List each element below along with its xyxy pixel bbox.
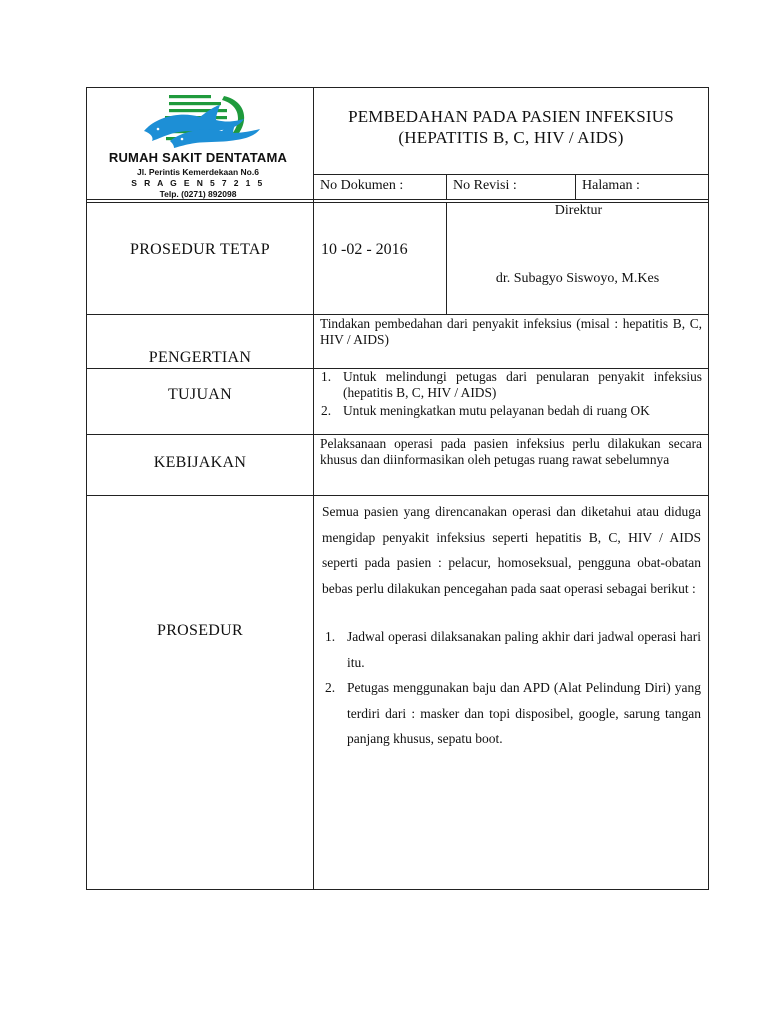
doc-info-divider-1: [446, 174, 447, 200]
row-divider-prosedur: [86, 495, 709, 496]
row-divider-kebijakan: [86, 434, 709, 435]
doc-info-divider-2: [575, 174, 576, 200]
list-item: [318, 403, 702, 419]
list-text: Untuk meningkatkan mutu pelayanan bedah di ruang OK: [343, 403, 650, 418]
title-line-1: PEMBEDAHAN PADA PASIEN INFEKSIUS: [348, 107, 674, 126]
pengertian-label: PENGERTIAN: [148, 349, 252, 366]
list-number: 1.: [325, 629, 336, 644]
list-number: 2.: [321, 403, 332, 418]
hospital-name: RUMAH SAKIT DENTATAMA: [108, 150, 288, 165]
border-left: [86, 87, 87, 890]
hospital-city: S R A G E N 5 7 2 1 5: [131, 178, 265, 188]
list-text: Petugas menggunakan baju dan APD (Alat Pelindung Diri) yang terdiri dari : masker dan topi disposibel, google, sarung tangan panjang khusus, sepatu boot.: [347, 680, 701, 746]
prosedur-steps: [322, 624, 701, 752]
border-top: [86, 87, 709, 88]
prosedur-intro: Semua pasien yang direncanakan operasi dan diketahui atau diduga mengidap penyakit infeksius seperti hepatitis B, C, HIV / AIDS seperti pada pasien : pelacur, homoseksual, pengguna obat-obatan bebas perlu dilakukan pencegahan pada saat operasi sebagai berikut :: [322, 504, 701, 596]
title-line-2: (HEPATITIS B, C, HIV / AIDS): [398, 128, 624, 147]
prosedur-tetap-label: PROSEDUR TETAP: [130, 241, 270, 258]
prosedur-label: PROSEDUR: [157, 622, 243, 639]
border-bottom: [86, 889, 709, 890]
tujuan-list: [318, 369, 702, 419]
document-title: [314, 106, 708, 148]
list-number: 1.: [321, 369, 332, 384]
dolphin-logo-icon: [136, 93, 266, 149]
page-label: Halaman :: [582, 178, 640, 193]
pengertian-text: Tindakan pembedahan dari penyakit infeksius (misal : hepatitis B, C, HIV / AIDS): [320, 316, 702, 347]
hospital-phone: Telp. (0271) 892098: [159, 189, 237, 199]
revision-label: No Revisi :: [453, 178, 517, 193]
document-number-label: No Dokumen :: [320, 178, 404, 193]
list-text: Untuk melindungi petugas dari penularan penyakit infeksius (hepatitis B, C, HIV / AIDS): [343, 369, 702, 400]
tujuan-label: TUJUAN: [167, 386, 233, 403]
row-divider-pengertian: [86, 314, 709, 315]
list-item: [318, 369, 702, 400]
list-item: [322, 675, 701, 752]
row-divider-double-a: [86, 199, 709, 200]
row-divider-doc-info-top: [313, 174, 709, 175]
signatory-name: dr. Subagyo Siswoyo, M.Kes: [495, 271, 660, 286]
signature-divider: [446, 203, 447, 314]
signatory-title: Direktur: [554, 203, 603, 218]
list-number: 2.: [325, 680, 336, 695]
issue-date: 10 -02 - 2016: [321, 241, 408, 258]
border-right: [708, 87, 709, 890]
kebijakan-text: Pelaksanaan operasi pada pasien infeksius perlu dilakukan secara khusus dan diinformasikan oleh petugas ruang rawat sebelumnya: [320, 436, 702, 467]
list-text: Jadwal operasi dilaksanakan paling akhir dari jadwal operasi hari itu.: [347, 629, 701, 670]
list-item: [322, 624, 701, 675]
hospital-address: Jl. Perintis Kemerdekaan No.6: [137, 167, 259, 177]
column-divider: [313, 87, 314, 890]
kebijakan-label: KEBIJAKAN: [153, 454, 247, 471]
